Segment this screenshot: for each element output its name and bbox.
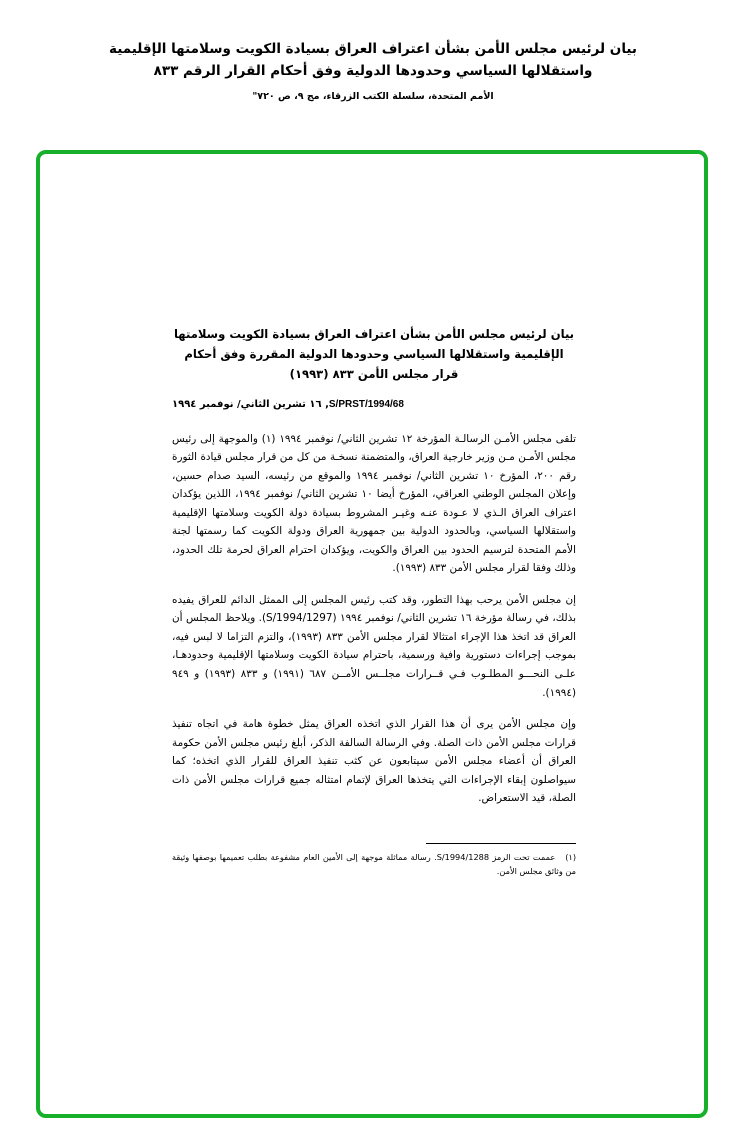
statement-symbol-and-date: S/PRST/1994/68, ١٦ تشرين الثاني/ نوفمبر ١٩٩٤ <box>172 398 404 410</box>
footnote-marker: (١) <box>565 852 577 862</box>
header-source-citation: الأمم المتحدة، سلسلة الكتب الزرقاء، مج ٩، ص ٧٢٠" <box>252 90 494 102</box>
statement-content <box>172 325 576 821</box>
statement-paragraph-3: وإن مجلس الأمن يرى أن هذا القرار الذي اتخذه العراق يمثل خطوة هامة في اتجاه تنفيذ قرارات مجلس الأمن ذات الصلة. وفي الرسالة السالفة الذكر، أبلغ رئيس مجلس الأمن حكومة العراق أن أعضاء مجلس الأمن سيتابعون عن كثب تنفيذ العراق للقرار الذي اتخذه؛ كما سيواصلون إبقاء الإجراءات التي يتخذها العراق لإتمام امتثاله جميع قرارات مجلس الأمن ذات الصلة، قيد الاستعراض. <box>172 718 576 805</box>
header-title-line-1: بيان لرئيس مجلس الأمن بشأن اعتراف العراق بسيادة الكويت وسلامتها الإقليمية <box>109 41 637 57</box>
header-title-line-2: واستقلالها السياسي وحدودها الدولية وفق أحكام القرار الرقم ٨٣٣ <box>153 63 593 80</box>
footnote-section <box>172 843 576 879</box>
statement-paragraph-1: تلقى مجلس الأمـن الرسالـة المؤرخة ١٢ تشرين الثاني/ نوفمبر ١٩٩٤ (١) والموجهة إلى رئيس مجلس الأمـن مـن وزير خارجية العراق، والمتضمنة نسخـة من كل من قرار مجلس قيادة الثورة رقم ٢٠٠، المؤرخ ١٠ تشرين الثاني/ نوفمبر ١٩٩٤ والموقع من رئيسه، السيد صدام حسين، وإعلان المجلس الوطني العراقي، المؤرخ أيضا ١٠ تشرين الثاني/ نوفمبر ١٩٩٤، اللذين يؤكدان اعتراف العراق الـذي لا عـودة عنـه وغيـر المشروط بسيادة دولة الكويت وسلامتها الإقليمية واستقلالها السياسي، وبالحدود الدولية بين جمهورية العراق ودولة الكويت كما رسمتها لجنة الأمم المتحدة لترسيم الحدود بين العراق والكويت، ويؤكدان احترام العراق لحرمة تلك الحدود، وذلك وفقا لقرار مجلس الأمن ٨٣٣ (١٩٩٣). <box>172 432 577 575</box>
document-header <box>60 38 686 103</box>
footnote-body <box>172 850 576 879</box>
statement-title: بيان لرئيس مجلس الأمن بشأن اعتراف العراق بسيادة الكويت وسلامتها الإقليمية واستقلالها السياسي وحدودها الدولية المقررة وفق أحكام قرار مجلس الأمن ٨٣٣ (١٩٩٣) <box>173 327 575 381</box>
document-date: ١٦ تشرين الثاني/ نوفمبر ١٩٩٤ <box>172 398 322 410</box>
footnote-text: عممت تحت الرمز S/1994/1288. رسالة مماثلة موجهة إلى الأمين العام مشفوعة بطلب تعميمها بوصفها وثيقة من وثائق مجلس الأمن. <box>172 852 576 877</box>
footnote-divider <box>426 843 576 844</box>
statement-paragraph-2: إن مجلس الأمن يرحب بهذا التطور، وقد كتب رئيس المجلس إلى الممثل الدائم للعراق يفيده بذلك، في رسالة مؤرخة ١٦ تشرين الثاني/ نوفمبر ١٩٩٤ (S/1994/1297). ويلاحظ المجلس أن العراق قد اتخذ هذا الإجراء امتثالا لقرار مجلس الأمن ٨٣٣ (١٩٩٣)، والتزم التزاما لا لبس فيه، بموجب إجراءات دستورية وافية ورسمية، باحترام سيادة الكويت وسلامتها الإقليمية وحدودهـا، علـى النحـــو المطلـوب فـي قــرارات مجلــس الأمــن ٦٨٧ (١٩٩١) و ٨٣٣ (١٩٩٣) و ٩٤٩ (١٩٩٤). <box>172 593 577 699</box>
document-symbol: S/PRST/1994/68 <box>328 398 404 410</box>
